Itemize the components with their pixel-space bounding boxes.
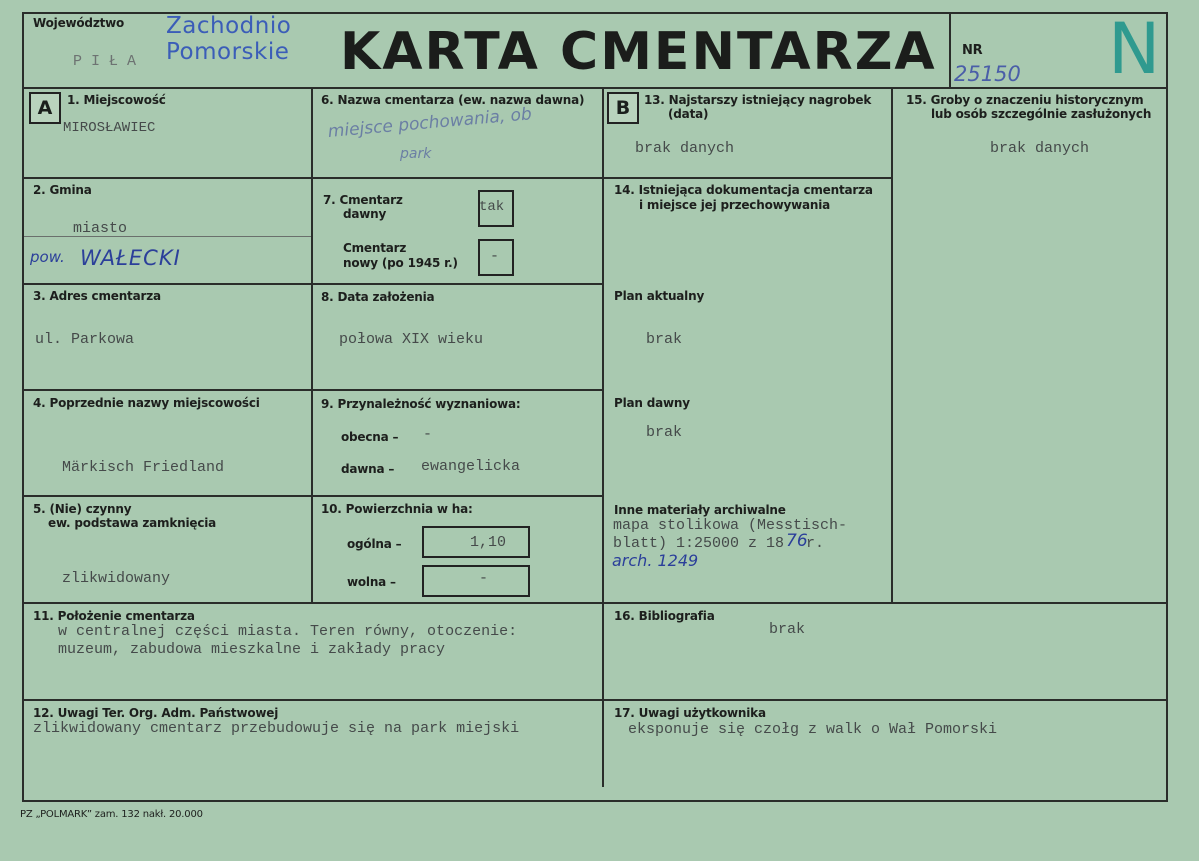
stamp-line2: Pomorskie — [166, 39, 290, 65]
inne-hand-line3: arch. 1249 — [612, 551, 699, 570]
f5-label-2: ew. podstawa zamknięcia — [48, 516, 217, 530]
f9-obecna-label: obecna – — [341, 430, 399, 444]
gmina-underline — [24, 236, 311, 237]
page-title: KARTA CMENTARZA — [340, 22, 937, 82]
row-1 — [22, 177, 604, 179]
wojewodztwo-label: Województwo — [33, 16, 125, 30]
f9-dawna-value: ewangelicka — [421, 458, 521, 475]
f7-dawny-value: tak — [479, 199, 505, 215]
header-divider-1 — [949, 12, 951, 88]
frame-bottom — [22, 800, 1168, 802]
header-bottom — [22, 87, 1168, 89]
section-a-box: A — [29, 92, 61, 124]
col-3 — [891, 87, 893, 604]
f10-ogolna-label: ogólna – — [347, 537, 402, 551]
f2-label: 2. Gmina — [33, 183, 92, 197]
f8-label: 8. Data założenia — [321, 290, 435, 304]
f1-label: 1. Miejscowość — [67, 93, 166, 107]
f10-wolna-value: - — [479, 570, 489, 587]
f16-value: brak — [769, 621, 806, 638]
f6-label: 6. Nazwa cmentarza (ew. nazwa dawna) — [321, 93, 585, 107]
f11-label: 11. Położenie cmentarza — [33, 609, 195, 623]
f14-label-1: 14. Istniejąca dokumentacja cmentarza — [614, 183, 873, 197]
f6-hand-2: park — [400, 146, 432, 162]
nr-label: NR — [962, 43, 983, 58]
f16-label: 16. Bibliografia — [614, 609, 715, 623]
f2-hand-prefix: pow. — [30, 248, 65, 266]
row-3 — [22, 389, 604, 391]
f11-line2: muzeum, zabudowa mieszkalne i zakłady pracy — [58, 641, 446, 658]
stamp-line1: Zachodnio — [166, 13, 292, 39]
f13-label-1: 13. Najstarszy istniejący nagrobek — [644, 93, 872, 107]
plan-aktualny-label: Plan aktualny — [614, 289, 705, 303]
f9-obecna-value: - — [423, 426, 433, 443]
f14-label-2: i miejsce jej przechowywania — [639, 198, 831, 212]
f13-value: brak danych — [635, 140, 735, 157]
frame-left — [22, 12, 24, 802]
f10-wolna-box — [422, 565, 530, 597]
plan-aktualny-value: brak — [646, 331, 683, 348]
f5-value: zlikwidowany — [62, 570, 171, 587]
f13-label-2: (data) — [668, 107, 709, 121]
f1-value: MIROSŁAWIEC — [63, 120, 156, 136]
plan-dawny-label: Plan dawny — [614, 396, 690, 410]
f3-value: ul. Parkowa — [35, 331, 135, 348]
f4-value: Märkisch Friedland — [62, 459, 225, 476]
f5-label-1: 5. (Nie) czynny — [33, 502, 132, 516]
f9-dawna-label: dawna – — [341, 462, 395, 476]
printer-footer: PZ „POLMARK” zam. 132 nakł. 20.000 — [20, 809, 203, 820]
inne-label: Inne materiały archiwalne — [614, 503, 786, 517]
f4-label: 4. Poprzednie nazwy miejscowości — [33, 396, 260, 410]
f2-hand-value: WAŁECKI — [80, 246, 181, 270]
row-b1 — [602, 177, 893, 179]
f17-value: eksponuje się czołg z walk o Wał Pomorski — [628, 721, 998, 738]
f10-ogolna-value: 1,10 — [470, 534, 507, 551]
f3-label: 3. Adres cmentarza — [33, 289, 161, 303]
f12-value: zlikwidowany cmentarz przebudowuje się na park miejski — [33, 720, 520, 737]
f8-value: połowa XIX wieku — [339, 331, 484, 348]
frame-right — [1166, 12, 1168, 802]
row-6 — [22, 699, 1168, 701]
row-4 — [22, 495, 604, 497]
nr-mark: N — [1108, 8, 1161, 90]
f10-label: 10. Powierzchnia w ha: — [321, 502, 473, 516]
f7-nowy-label-1: Cmentarz — [343, 241, 407, 255]
section-b-box: B — [607, 92, 639, 124]
f11-line1: w centralnej części miasta. Teren równy, otoczenie: — [58, 623, 518, 640]
f7-nowy-label-2: nowy (po 1945 r.) — [343, 256, 458, 270]
f9-label: 9. Przynależność wyznaniowa: — [321, 397, 521, 411]
inne-line1: mapa stolikowa (Messtisch- — [613, 517, 848, 534]
wojewodztwo-value: PIŁA — [73, 53, 146, 70]
f7-nowy-value: - — [490, 248, 500, 265]
inne-line2-hand: 76 — [786, 531, 808, 551]
f17-label: 17. Uwagi użytkownika — [614, 706, 766, 720]
f15-value: brak danych — [990, 140, 1090, 157]
row-5 — [22, 602, 1168, 604]
f15-label-2: lub osób szczególnie zasłużonych — [931, 107, 1152, 121]
f2-value: miasto — [73, 220, 128, 237]
f10-wolna-label: wolna – — [347, 575, 396, 589]
plan-dawny-value: brak — [646, 424, 683, 441]
row-2 — [22, 283, 604, 285]
col-2 — [602, 87, 604, 787]
inne-line2-b: r. — [806, 535, 825, 552]
f12-label: 12. Uwagi Ter. Org. Adm. Państwowej — [33, 706, 279, 720]
inne-line2-a: blatt) 1:25000 z 18 — [613, 535, 785, 552]
f7-dawny-label-2: dawny — [343, 207, 387, 221]
nr-value: 25150 — [954, 62, 1021, 86]
f15-label-1: 15. Groby o znaczeniu historycznym — [906, 93, 1144, 107]
f6-hand-1: miejsce pochowania, ob — [327, 104, 533, 142]
f7-dawny-label-1: 7. Cmentarz — [323, 193, 403, 207]
col-1 — [311, 87, 313, 604]
